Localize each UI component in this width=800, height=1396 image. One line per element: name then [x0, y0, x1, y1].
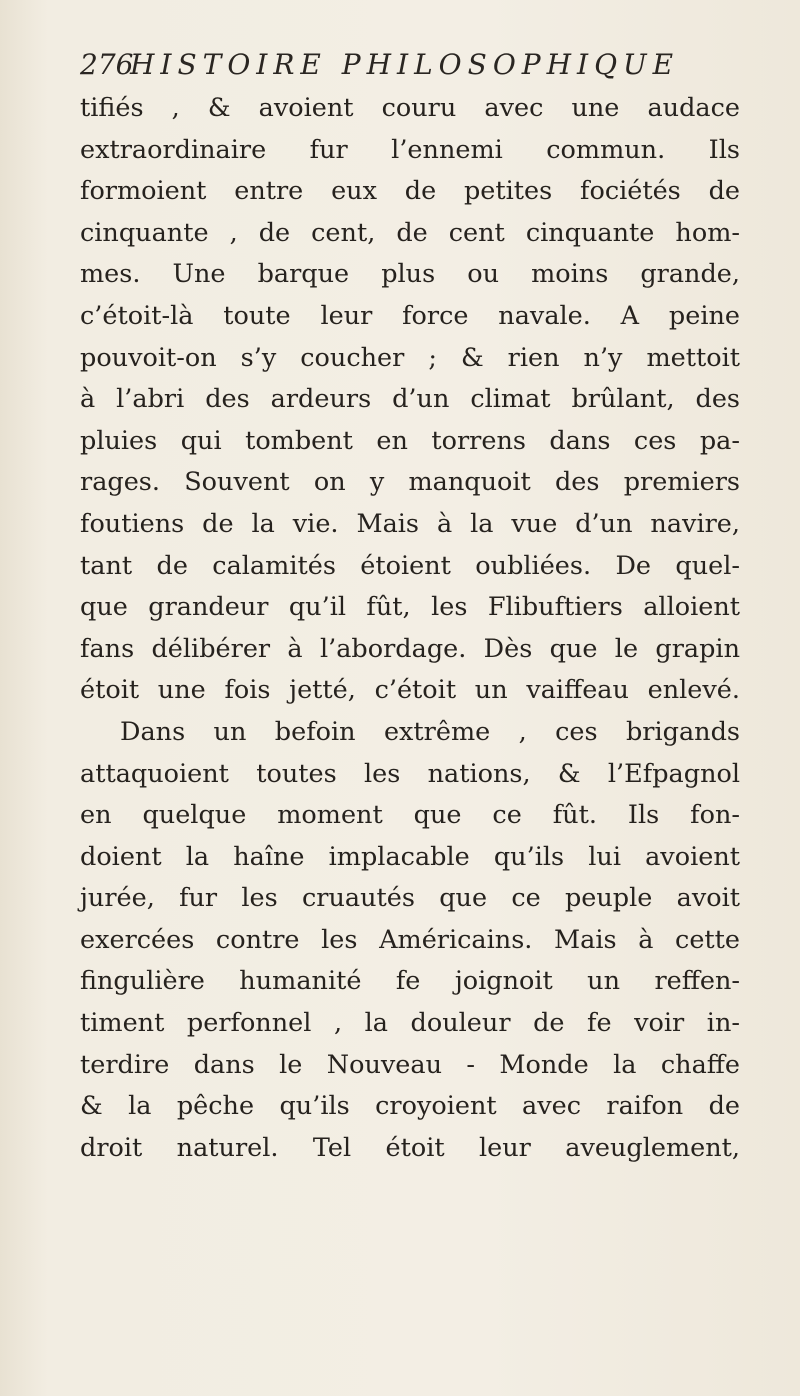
- text-line-indented: Dans un befoin extrême , ces brigands: [120, 716, 740, 747]
- text-line: tant de calamités étoient oubliées. De quel-: [80, 550, 740, 581]
- text-line: rages. Souvent on y manquoit des premiers: [80, 467, 740, 498]
- text-line: mes. Une barque plus ou moins grande,: [80, 259, 740, 290]
- text-line: que grandeur qu’il fût, les Flibuftiers alloient: [80, 592, 740, 623]
- text-line: étoit une fois jetté, c’étoit un vaiffeau enlevé.: [80, 675, 740, 706]
- text-line: terdire dans le Nouveau - Monde la chaffe: [80, 1049, 740, 1080]
- text-line: formoient entre eux de petites fociétés de: [80, 176, 740, 207]
- text-line: exercées contre les Américains. Mais à cette: [80, 924, 740, 955]
- text-line: attaquoient toutes les nations, & l’Efpagnol: [80, 758, 740, 789]
- text-line: tifiés , & avoient couru avec une audace: [80, 93, 740, 123]
- text-line: extraordinaire fur l’ennemi commun. Ils: [80, 134, 740, 165]
- text-line: pluies qui tombent en torrens dans ces pa-: [80, 425, 740, 456]
- text-line: pouvoit-on s’y coucher ; & rien n’y mettoit: [80, 342, 740, 373]
- text-line: timent perfonnel , la douleur de fe voir in-: [80, 1008, 740, 1039]
- text-line: c’étoit-là toute leur force navale. A peine: [80, 300, 740, 331]
- page-header: [80, 44, 740, 88]
- text-line: cinquante , de cent, de cent cinquante hom-: [80, 217, 740, 248]
- text-line: à l’abri des ardeurs d’un climat brûlant, des: [80, 384, 740, 415]
- page-number: 276: [80, 48, 134, 81]
- text-line: fans délibérer à l’abordage. Dès que le grapin: [80, 633, 740, 664]
- text-line: droit naturel. Tel étoit leur aveuglement,: [80, 1132, 740, 1163]
- text-line: doient la haîne implacable qu’ils lui avoient: [80, 841, 740, 872]
- text-line: & la pêche qu’ils croyoient avec raifon de: [80, 1091, 740, 1122]
- text-line: foutiens de la vie. Mais à la vue d’un navire,: [80, 508, 740, 539]
- text-line: jurée, fur les cruautés que ce peuple avoit: [80, 883, 740, 914]
- text-line: en quelque moment que ce fût. Ils fon-: [80, 800, 740, 831]
- text-line: fingulière humanité fe joignoit un reffen-: [80, 966, 740, 997]
- body-text: [80, 88, 740, 1169]
- running-title: HISTOIRE PHILOSOPHIQUE: [130, 48, 680, 81]
